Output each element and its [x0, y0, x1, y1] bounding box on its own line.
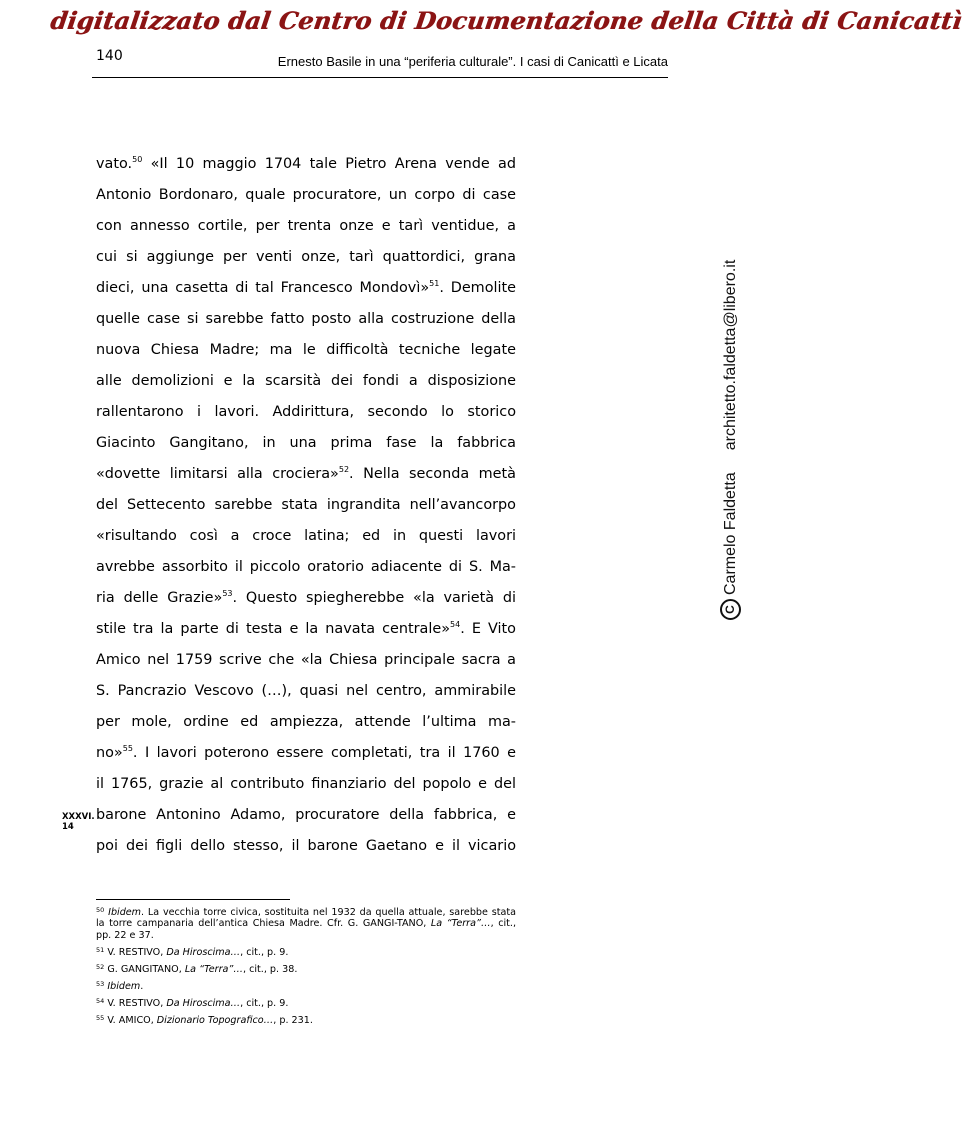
side-credit — [720, 260, 741, 620]
body-line-text: . I lavori poterono essere completati, tra il 1760 e — [132, 745, 516, 761]
body-line-text: «risultando così a croce latina; ed in questi lavori — [96, 528, 516, 544]
body-line-text: «dovette limitarsi alla crociera» — [96, 466, 339, 482]
footnote — [96, 947, 516, 958]
digitization-watermark: digitalizzato dal Centro di Documentazione della Città di Canicattì — [48, 6, 964, 35]
footnote-ref[interactable]: 51 — [429, 279, 440, 288]
body-line — [96, 180, 516, 211]
footnote-text: G. GANGITANO, — [107, 963, 185, 975]
footnote-text: , p. 231. — [273, 1014, 313, 1026]
footnotes — [96, 907, 516, 1032]
body-line — [96, 397, 516, 428]
footnote-text: , cit., p. 9. — [240, 946, 289, 958]
body-line-text: del Settecento sarebbe stata ingrandita nell’avancorpo — [96, 497, 516, 513]
body-line — [96, 831, 516, 862]
page-number: 140 — [96, 48, 123, 64]
footnote-number: 54 — [96, 996, 105, 1005]
body-line — [96, 149, 516, 180]
body-line-text: ria delle Grazie» — [96, 590, 223, 606]
body-line-text: . E Vito — [460, 621, 516, 637]
footnote — [96, 998, 516, 1009]
copyright-icon: C — [720, 599, 741, 620]
body-line — [96, 707, 516, 738]
margin-reference — [62, 812, 95, 832]
body-line-text: . Questo spiegherebbe «la varietà di — [232, 590, 516, 606]
body-line — [96, 366, 516, 397]
footnote-number: 53 — [96, 979, 105, 988]
body-line-text: cui si aggiunge per venti onze, tarì quattordici, grana — [96, 249, 516, 265]
footnote-text: . — [140, 980, 144, 992]
footnote-title: Ibidem — [107, 980, 141, 992]
body-line-text: vato. — [96, 156, 133, 172]
body-line-text: per mole, ordine ed ampiezza, attende l’ultima ma- — [96, 714, 516, 730]
footnote-rule — [96, 899, 290, 900]
body-line-text: il 1765, grazie al contributo finanziario del popolo e del — [96, 776, 516, 792]
footnote-ref[interactable]: 54 — [450, 620, 461, 629]
body-line-text: «Il 10 maggio 1704 tale Pietro Arena vende ad — [142, 156, 516, 172]
author-email: architetto.faldetta@libero.it — [721, 259, 739, 451]
footnote — [96, 981, 516, 992]
body-line-text: no» — [96, 745, 123, 761]
body-line — [96, 428, 516, 459]
footnote — [96, 1015, 516, 1026]
running-header: Ernesto Basile in una “periferia culturale”. I casi di Canicattì e Licata — [277, 54, 668, 69]
body-line-text: avrebbe assorbito il piccolo oratorio adiacente di S. Ma- — [96, 559, 516, 575]
body-line-text: . Demolite — [439, 280, 516, 296]
footnote-ref[interactable]: 50 — [132, 155, 143, 164]
footnote-ref[interactable]: 55 — [122, 744, 133, 753]
footnote-text: V. RESTIVO, — [107, 997, 167, 1009]
footnote-title: Da Hiroscima… — [166, 946, 241, 958]
header-rule — [92, 77, 668, 78]
footnote-title: La “Terra”… — [430, 918, 491, 930]
body-line — [96, 614, 516, 645]
footnote — [96, 964, 516, 975]
body-line-text: quelle case si sarebbe fatto posto alla costruzione della — [96, 311, 516, 327]
body-line-text: Amico nel 1759 scrive che «la Chiesa principale sacra a — [96, 652, 516, 668]
body-line — [96, 769, 516, 800]
body-line-text: Giacinto Gangitano, in una prima fase la fabbrica — [96, 435, 516, 451]
body-line-text: rallentarono i lavori. Addirittura, secondo lo storico — [96, 404, 516, 420]
body-line — [96, 242, 516, 273]
body-line — [96, 211, 516, 242]
footnote-text: V. AMICO, — [107, 1014, 157, 1026]
body-line — [96, 459, 516, 490]
body-line-text: barone Antonino Adamo, procuratore della fabbrica, e — [96, 807, 516, 823]
body-line-text: S. Pancrazio Vescovo (…), quasi nel centro, ammirabile — [96, 683, 516, 699]
footnote-ref[interactable]: 52 — [338, 465, 350, 474]
body-line-text: dieci, una casetta di tal Francesco Mondovì» — [96, 280, 430, 296]
body-line-text: stile tra la parte di testa e la navata centrale» — [96, 621, 451, 637]
footnote-number: 50 — [96, 906, 105, 914]
footnote-title: La “Terra”… — [184, 963, 243, 975]
body-line — [96, 521, 516, 552]
body-line — [96, 273, 516, 304]
footnote-text: V. RESTIVO, — [107, 946, 167, 958]
margin-reference-line2: 14 — [62, 822, 74, 832]
footnote-number: 55 — [96, 1013, 105, 1022]
footnote-number: 51 — [96, 945, 105, 954]
body-line — [96, 583, 516, 614]
footnote-ref[interactable]: 53 — [222, 589, 233, 598]
body-line-text: alle demolizioni e la scarsità dei fondi a disposizione — [96, 373, 516, 389]
body-line-text: Antonio Bordonaro, quale procuratore, un corpo di case — [96, 187, 516, 203]
body-line-text: con annesso cortile, per trenta onze e tarì ventidue, a — [96, 218, 516, 234]
footnote-number: 52 — [96, 962, 105, 971]
body-line — [96, 645, 516, 676]
body-line — [96, 490, 516, 521]
footnote-title: Ibidem — [108, 907, 142, 918]
footnote-title: Da Hiroscima… — [166, 997, 241, 1009]
footnote — [96, 907, 516, 941]
body-line — [96, 800, 516, 831]
body-line-text: . Nella seconda metà — [349, 466, 516, 482]
footnote-title: Dizionario Topografico… — [156, 1014, 274, 1026]
body-line — [96, 738, 516, 769]
body-line — [96, 335, 516, 366]
body-line — [96, 304, 516, 335]
footnote-text: , cit., p. 38. — [242, 963, 298, 975]
body-line — [96, 552, 516, 583]
footnote-text: , cit., p. 9. — [240, 997, 289, 1009]
body-text — [96, 149, 516, 862]
margin-reference-line1: XXXVI. — [62, 812, 95, 822]
body-line-text: nuova Chiesa Madre; ma le difficoltà tecniche legate — [96, 342, 516, 358]
footnote-text: . La vecchia torre civica, sostituita nel 1932 da quella attuale, sarebbe stata la torre campanaria dell’antica Chiesa Madre. Cfr. G. GANGI-TANO, — [96, 907, 516, 930]
footnote-text: , cit., pp. 22 e 37. — [96, 918, 517, 941]
body-line — [96, 676, 516, 707]
body-line-text: poi dei figli dello stesso, il barone Gaetano e il vicario — [96, 838, 516, 854]
author-name: Carmelo Faldetta — [721, 472, 739, 595]
